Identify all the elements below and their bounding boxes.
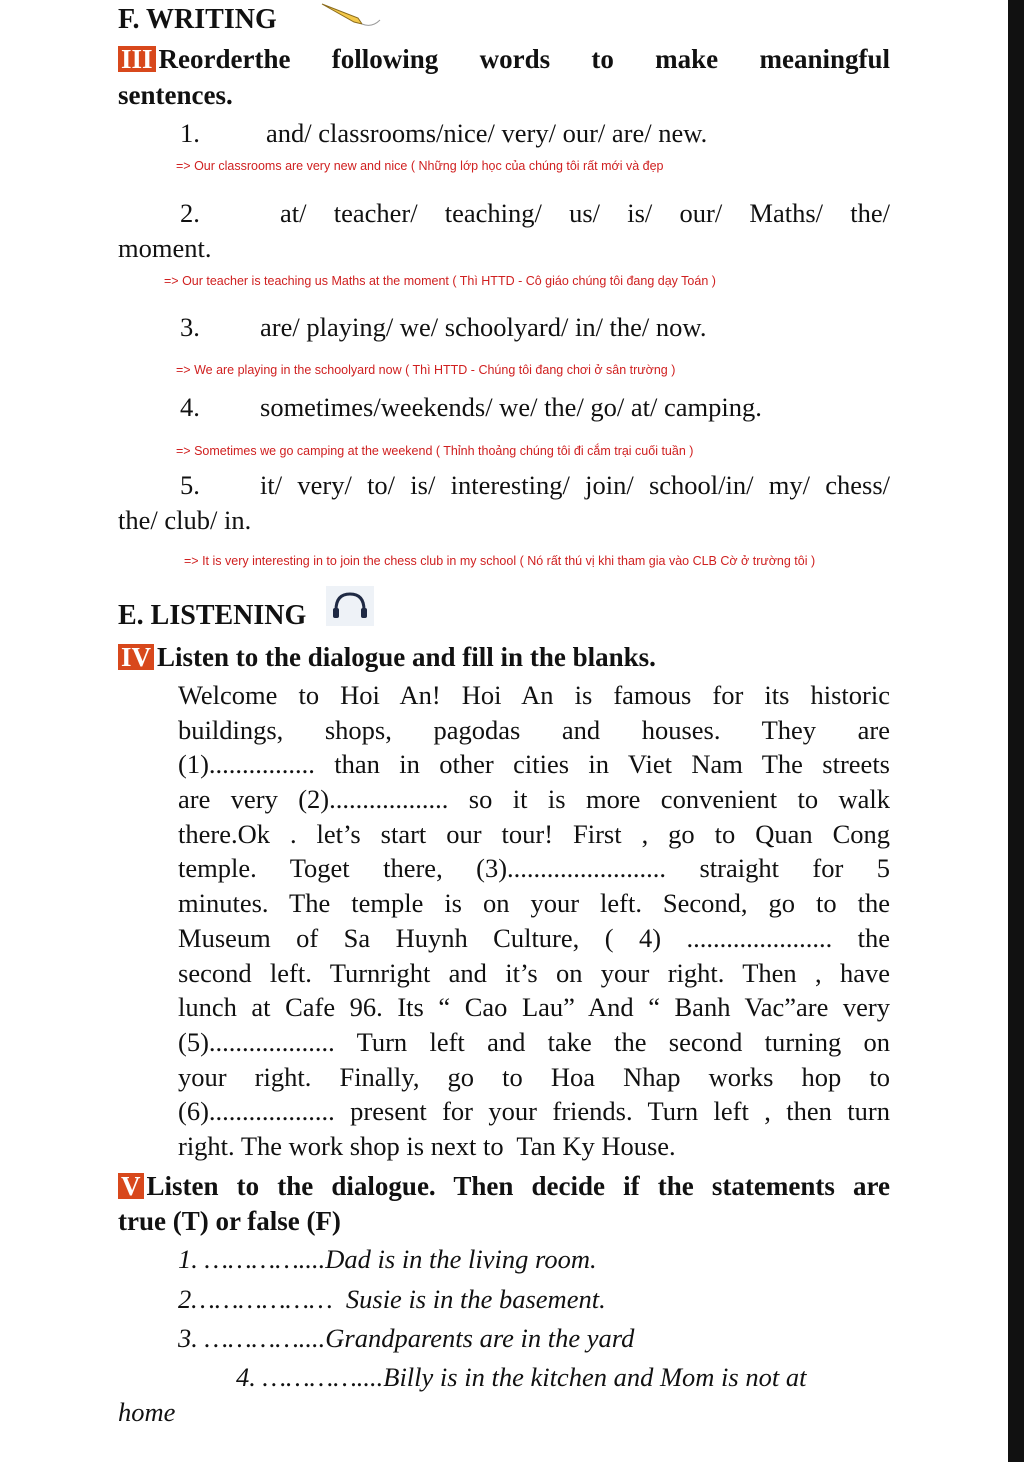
- answer-2: => Our teacher is teaching us Maths at the moment ( Thì HTTD - Cô giáo chúng tôi đang dạy Toán ): [164, 274, 716, 288]
- listening-instruction-5: V Listen to the dialogue. Then decide if the statements are: [118, 1171, 890, 1202]
- passage-line: minutes. The temple is on your left. Second, go to the: [178, 888, 890, 919]
- item-words-5-cont: the/ club/ in.: [118, 505, 252, 535]
- right-border-bar: [1008, 0, 1024, 1462]
- item-number-1: 1.: [180, 118, 200, 148]
- passage-line: lunch at Cafe 96. Its “ Cao Lau” And “ Banh Vac”are very: [178, 992, 890, 1023]
- headphones-icon: [326, 586, 374, 626]
- item-words-4: sometimes/weekends/ we/ the/ go/ at/ camping.: [260, 392, 762, 422]
- passage-line: second left. Turnright and it’s on your right. Then , have: [178, 957, 890, 988]
- passage-line: your right. Finally, go to Hoa Nhap works hop to: [178, 1061, 890, 1092]
- writing-title: F. WRITING: [118, 4, 277, 35]
- answer-3: => We are playing in the schoolyard now ( Thì HTTD - Chúng tôi đang chơi ở sân trường ): [176, 363, 676, 377]
- item-number-2: 2.: [180, 198, 200, 228]
- listening-instruction-4: IV Listen to the dialogue and fill in the blanks.: [118, 642, 656, 673]
- passage-line: (5)................... Turn left and take the second turning on: [178, 1026, 890, 1057]
- item-number-3: 3.: [180, 312, 200, 342]
- writing-instruction: III Reorderthe following words to make meaningful: [118, 44, 890, 75]
- passage-line: (6)................... present for your friends. Turn left , then turn: [178, 1096, 890, 1127]
- statement-3: 3. …………....Grandparents are in the yard: [178, 1323, 635, 1353]
- statement-1: 1. …………....Dad is in the living room.: [178, 1244, 597, 1274]
- writing-instruction-cont: sentences.: [118, 80, 233, 110]
- passage-line-last: right. The work shop is next to Tan Ky House.: [178, 1130, 676, 1161]
- passage-line: there.Ok . let’s start our tour! First , go to Quan Cong: [178, 818, 890, 849]
- answer-4: => Sometimes we go camping at the weekend ( Thỉnh thoảng chúng tôi đi cắm trại cuối tuần ): [176, 444, 694, 458]
- passage-line: Welcome to Hoi An! Hoi An is famous for its historic: [178, 680, 890, 710]
- item-words-2-cont: moment.: [118, 233, 212, 263]
- item-words-1: and/ classrooms/nice/ very/ our/ are/ new.: [266, 118, 708, 148]
- listening-title: E. LISTENING: [118, 600, 307, 631]
- item-words-3: are/ playing/ we/ schoolyard/ in/ the/ now.: [260, 312, 707, 342]
- badge-v: V: [118, 1173, 144, 1199]
- passage-line: Museum of Sa Huynh Culture, ( 4) ...................... the: [178, 922, 890, 953]
- item-number-4: 4.: [180, 392, 200, 422]
- passage: [178, 680, 890, 1166]
- passage-line: buildings, shops, pagodas and houses. They are: [178, 714, 890, 745]
- answer-1: => Our classrooms are very new and nice ( Những lớp học của chúng tôi rất mới và đẹp: [176, 159, 664, 173]
- passage-line: (1)................ than in other cities in Viet Nam The streets: [178, 749, 890, 780]
- badge-iii: III: [118, 46, 156, 72]
- answer-5: => It is very interesting in to join the chess club in my school ( Nó rất thú vị khi tham gia vào CLB Cờ ở trường tôi ): [184, 554, 816, 568]
- passage-line: temple. Toget there, (3)........................ straight for 5: [178, 853, 890, 884]
- statement-4: 4. …………....Billy is in the kitchen and Mom is not at: [236, 1362, 807, 1392]
- listening-instruction-5-cont: true (T) or false (F): [118, 1206, 341, 1236]
- badge-iv: IV: [118, 644, 154, 670]
- passage-line: are very (2).................. so it is more convenient to walk: [178, 784, 890, 815]
- pencil-icon: [318, 0, 384, 30]
- item-number-5: 5.: [180, 470, 200, 500]
- item-words-2: at/ teacher/ teaching/ us/ is/ our/ Maths/ the/: [280, 198, 890, 228]
- item-words-5: it/ very/ to/ is/ interesting/ join/ school/in/ my/ chess/: [260, 470, 890, 500]
- statement-4-cont: home: [118, 1397, 176, 1427]
- statement-2: 2……………… Susie is in the basement.: [178, 1284, 606, 1314]
